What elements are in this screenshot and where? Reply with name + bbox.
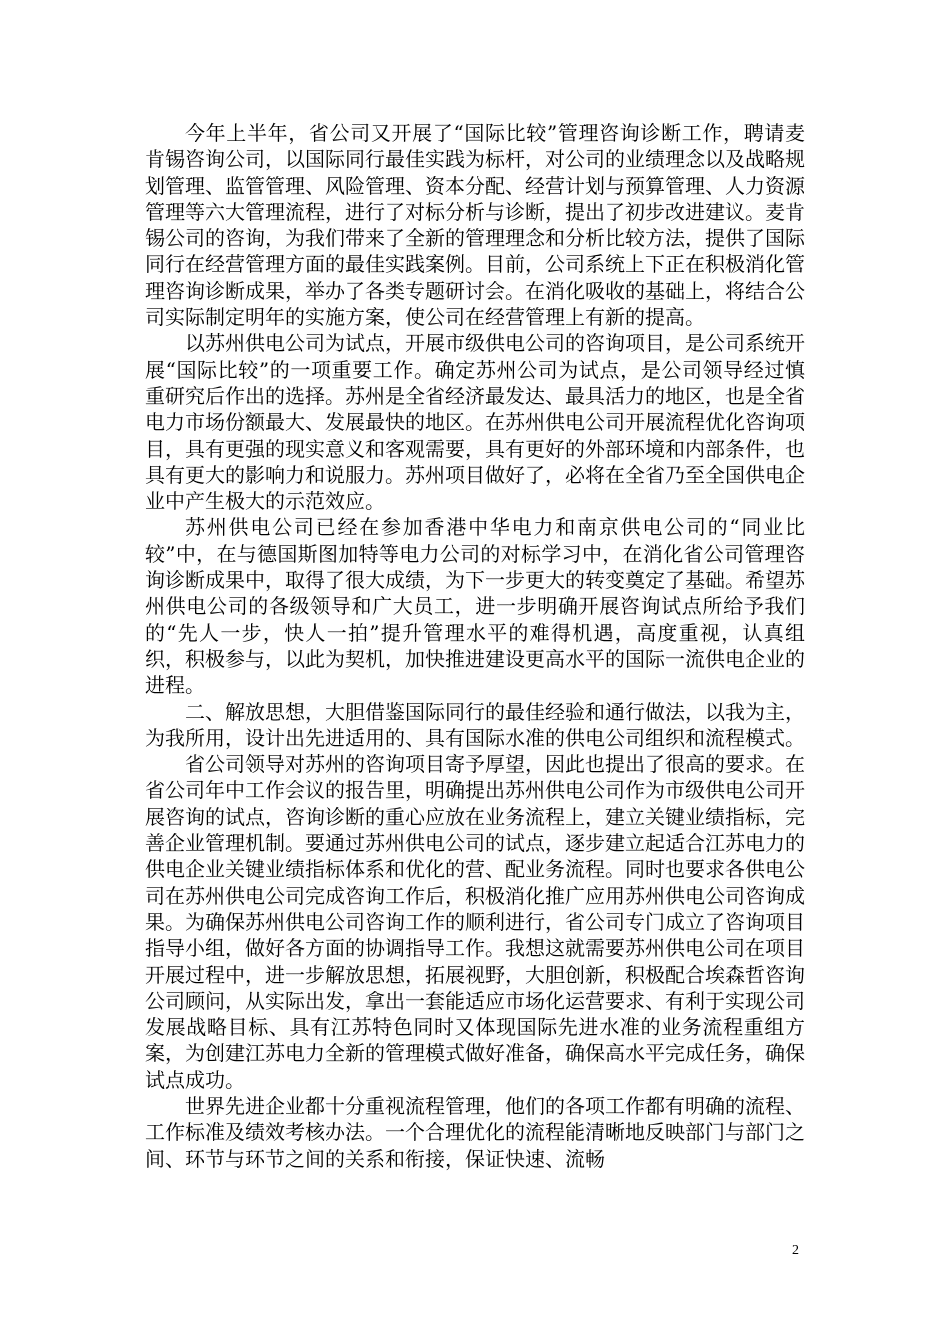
paragraph-3: 苏州供电公司已经在参加香港中华电力和南京供电公司的“同业比较”中，在与德国斯图加特等电力公司的对标学习中，在消化省公司管理咨询诊断成果中，取得了很大成绩，为下一步更大的转变奠定了基础。希望苏州供电公司的各级领导和广大员工，进一步明确开展咨询试点所给予我们的“先人一步，快人一拍”提升管理水平的难得机遇，高度重视，认真组织，积极参与，以此为契机，加快推进建设更高水平的国际一流供电企业的进程。: [145, 515, 805, 698]
paragraph-5: 省公司领导对苏州的咨询项目寄予厚望，因此也提出了很高的要求。在省公司年中工作会议的报告里，明确提出苏州供电公司作为市级供电公司开展咨询的试点，咨询诊断的重心应放在业务流程上，建立关键业绩指标，完善企业管理机制。要通过苏州供电公司的试点，逐步建立起适合江苏电力的供电企业关键业绩指标体系和优化的营、配业务流程。同时也要求各供电公司在苏州供电公司完成咨询工作后，积极消化推广应用苏州供电公司咨询成果。为确保苏州供电公司咨询工作的顺利进行，省公司专门成立了咨询项目指导小组，做好各方面的协调指导工作。我想这就需要苏州供电公司在项目开展过程中，进一步解放思想，拓展视野，大胆创新，积极配合埃森哲咨询公司顾问，从实际出发，拿出一套能适应市场化运营要求、有利于实现公司发展战略目标、具有江苏特色同时又体现国际先进水准的业务流程重组方案，为创建江苏电力全新的管理模式做好准备，确保高水平完成任务，确保试点成功。: [145, 752, 805, 1092]
paragraph-2: 以苏州供电公司为试点，开展市级供电公司的咨询项目，是公司系统开展“国际比较”的一项重要工作。确定苏州公司为试点，是公司领导经过慎重研究后作出的选择。苏州是全省经济最发达、最具活力的地区，也是全省电力市场份额最大、发展最快的地区。在苏州供电公司开展流程优化咨询项目，具有更强的现实意义和客观需要，具有更好的外部环境和内部条件，也具有更大的影响力和说服力。苏州项目做好了，必将在全省乃至全国供电企业中产生极大的示范效应。: [145, 331, 805, 514]
document-body: [145, 120, 805, 1172]
paragraph-6: 世界先进企业都十分重视流程管理，他们的各项工作都有明确的流程、工作标准及绩效考核办法。一个合理优化的流程能清晰地反映部门与部门之间、环节与环节之间的关系和衔接，保证快速、流畅: [145, 1093, 805, 1171]
paragraph-1: 今年上半年，省公司又开展了“国际比较”管理咨询诊断工作，聘请麦肯锡咨询公司，以国际同行最佳实践为标杆，对公司的业绩理念以及战略规划管理、监管管理、风险管理、资本分配、经营计划与预算管理、人力资源管理等六大管理流程，进行了对标分析与诊断，提出了初步改进建议。麦肯锡公司的咨询，为我们带来了全新的管理理念和分析比较方法，提供了国际同行在经营管理方面的最佳实践案例。目前，公司系统上下正在积极消化管理咨询诊断成果，举办了各类专题研讨会。在消化吸收的基础上，将结合公司实际制定明年的实施方案，使公司在经营管理上有新的提高。: [145, 121, 805, 330]
page-number: 2: [792, 1243, 799, 1258]
paragraph-4: 二、解放思想，大胆借鉴国际同行的最佳经验和通行做法，以我为主，为我所用，设计出先进适用的、具有国际水准的供电公司组织和流程模式。: [145, 699, 805, 750]
